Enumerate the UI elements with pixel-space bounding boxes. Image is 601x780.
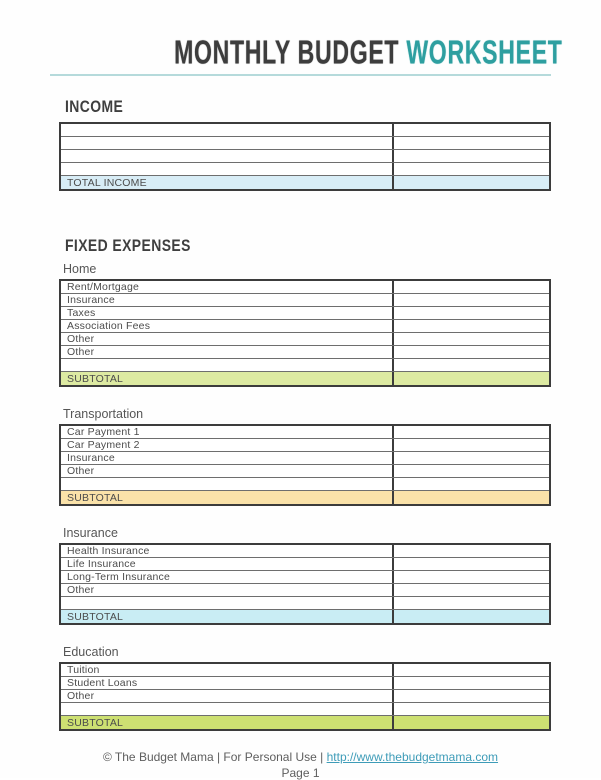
total-row	[61, 176, 549, 189]
row-label-cell: Student Loans	[67, 677, 138, 689]
table-income	[59, 122, 551, 191]
row-amount-cell[interactable]	[392, 690, 549, 702]
table-row	[61, 320, 549, 333]
table-row	[61, 703, 549, 716]
total-label-cell: SUBTOTAL	[67, 372, 124, 385]
table-row	[61, 452, 549, 465]
footer-copyright: © The Budget Mama | For Personal Use |	[102, 750, 324, 764]
row-label-cell: Life Insurance	[67, 558, 136, 570]
section-fixed-expenses	[59, 210, 551, 731]
row-label-cell: Insurance	[67, 294, 115, 306]
row-label-cell: Car Payment 1	[67, 426, 140, 438]
table-row	[61, 677, 549, 690]
table-row	[61, 690, 549, 703]
row-amount-cell[interactable]	[392, 281, 549, 293]
row-label-cell: Health Insurance	[67, 545, 150, 557]
row-amount-cell[interactable]	[392, 584, 549, 596]
table-row	[61, 150, 549, 163]
table-row	[61, 558, 549, 571]
section-spacer	[59, 210, 551, 236]
total-amount-cell[interactable]	[392, 372, 549, 385]
row-amount-cell[interactable]	[392, 320, 549, 332]
worksheet-content	[59, 76, 551, 731]
section-heading-fixed-expenses: FIXED EXPENSES	[65, 236, 191, 255]
section-income	[59, 76, 551, 191]
row-label-cell: Other	[67, 584, 95, 596]
section-spacer	[59, 76, 551, 97]
total-row	[61, 372, 549, 385]
table-row	[61, 294, 549, 307]
row-amount-cell[interactable]	[392, 677, 549, 689]
table-row	[61, 426, 549, 439]
row-label-cell	[61, 124, 392, 136]
table-row	[61, 359, 549, 372]
page-title	[0, 32, 601, 71]
row-amount-cell[interactable]	[392, 359, 549, 371]
subsection-label-home: Home	[63, 262, 97, 276]
table-home	[59, 279, 551, 387]
table-row	[61, 664, 549, 677]
row-amount-cell[interactable]	[392, 703, 549, 715]
row-amount-cell[interactable]	[392, 307, 549, 319]
row-amount-cell[interactable]	[392, 426, 549, 438]
table-row	[61, 545, 549, 558]
row-label-cell: Other	[67, 333, 95, 345]
footer-link[interactable]: http://www.thebudgetmama.com	[326, 750, 499, 764]
row-label-cell	[61, 703, 392, 715]
table-row	[61, 307, 549, 320]
row-amount-cell[interactable]	[392, 597, 549, 609]
footer	[0, 750, 601, 764]
table-row	[61, 597, 549, 610]
row-amount-cell[interactable]	[392, 137, 549, 149]
total-row	[61, 716, 549, 729]
total-amount-cell[interactable]	[392, 716, 549, 729]
row-label-cell: Long-Term Insurance	[67, 571, 171, 583]
total-row	[61, 610, 549, 623]
title-worksheet: WORKSHEET	[406, 32, 563, 71]
table-row	[61, 281, 549, 294]
row-amount-cell[interactable]	[392, 333, 549, 345]
table-transportation	[59, 424, 551, 506]
table-row	[61, 346, 549, 359]
total-label-cell: SUBTOTAL	[67, 610, 124, 623]
section-heading-income: INCOME	[65, 97, 124, 116]
table-row	[61, 478, 549, 491]
table-row	[61, 584, 549, 597]
total-label-cell: TOTAL INCOME	[67, 176, 147, 189]
row-label-cell: Taxes	[67, 307, 96, 319]
row-label-cell: Tuition	[67, 664, 100, 676]
total-row	[61, 491, 549, 504]
total-amount-cell[interactable]	[392, 610, 549, 623]
total-label-cell: SUBTOTAL	[67, 716, 124, 729]
row-amount-cell[interactable]	[392, 150, 549, 162]
row-amount-cell[interactable]	[392, 664, 549, 676]
row-label-cell	[61, 359, 392, 371]
total-amount-cell[interactable]	[392, 491, 549, 504]
table-row	[61, 571, 549, 584]
row-amount-cell[interactable]	[392, 558, 549, 570]
row-label-cell	[61, 137, 392, 149]
row-label-cell: Other	[67, 465, 95, 477]
row-amount-cell[interactable]	[392, 478, 549, 490]
row-label-cell	[61, 163, 392, 175]
row-amount-cell[interactable]	[392, 571, 549, 583]
table-row	[61, 333, 549, 346]
row-amount-cell[interactable]	[392, 294, 549, 306]
page-number: Page 1	[281, 766, 320, 780]
table-row	[61, 163, 549, 176]
row-amount-cell[interactable]	[392, 452, 549, 464]
subsection-label-transportation: Transportation	[63, 407, 144, 421]
row-amount-cell[interactable]	[392, 465, 549, 477]
row-label-cell: Insurance	[67, 452, 115, 464]
row-label-cell: Rent/Mortgage	[67, 281, 140, 293]
row-label-cell: Other	[67, 346, 95, 358]
row-label-cell	[61, 478, 392, 490]
subsection-label-insurance: Insurance	[63, 526, 118, 540]
title-monthly-budget: MONTHLY BUDGET	[174, 32, 400, 71]
table-row	[61, 465, 549, 478]
row-label-cell	[61, 150, 392, 162]
row-label-cell: Association Fees	[67, 320, 151, 332]
total-label-cell: SUBTOTAL	[67, 491, 124, 504]
row-amount-cell[interactable]	[392, 346, 549, 358]
table-row	[61, 439, 549, 452]
row-label-cell	[61, 597, 392, 609]
row-label-cell: Car Payment 2	[67, 439, 140, 451]
table-row	[61, 137, 549, 150]
table-insurance	[59, 543, 551, 625]
row-amount-cell[interactable]	[392, 439, 549, 451]
row-amount-cell[interactable]	[392, 124, 549, 136]
table-education	[59, 662, 551, 731]
row-label-cell: Other	[67, 690, 95, 702]
row-amount-cell[interactable]	[392, 545, 549, 557]
page-title-text	[175, 33, 563, 72]
row-amount-cell[interactable]	[392, 163, 549, 175]
subsection-label-education: Education	[63, 645, 119, 659]
table-row	[61, 124, 549, 137]
total-amount-cell[interactable]	[392, 176, 549, 189]
